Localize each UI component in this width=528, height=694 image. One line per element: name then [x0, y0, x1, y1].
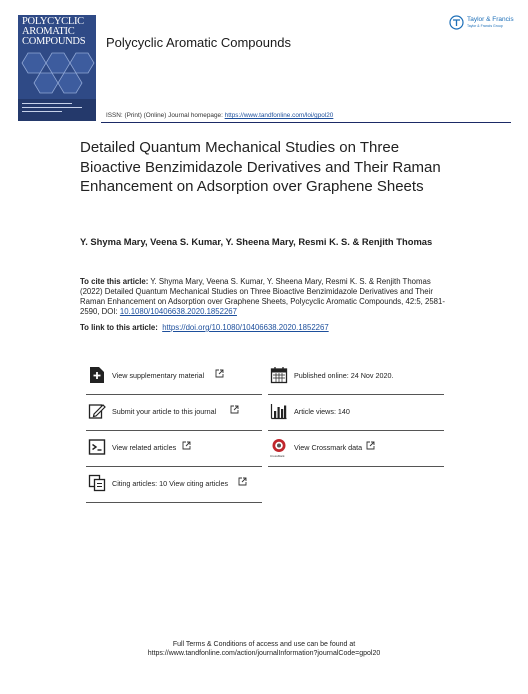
calendar-icon: [270, 366, 288, 384]
cover-text-line: [22, 103, 72, 104]
footer-terms-link[interactable]: https://www.tandfonline.com/action/journalInformation?journalCode=gpol20: [147, 650, 381, 657]
submit-article-link[interactable]: [88, 400, 264, 424]
terms-footer: [0, 640, 528, 658]
external-link-icon: [215, 369, 224, 378]
publisher-name: Taylor & Francis: [467, 16, 514, 23]
divider: [268, 430, 444, 431]
article-doi-url[interactable]: https://doi.org/10.1080/10406638.2020.1852267: [162, 323, 329, 332]
cover-text-line: [22, 107, 82, 108]
journal-name: Polycyclic Aromatic Compounds: [106, 35, 291, 50]
divider: [86, 466, 262, 467]
crossmark-link[interactable]: [270, 436, 446, 460]
external-link-icon: [230, 405, 239, 414]
cite-text: Y. Shyma Mary, Veena S. Kumar, Y. Sheena Mary, Resmi K. S. & Renjith Thomas (2022) Detailed Quantum Mechanical Studies on Three Bioactive Benzimidazole Derivatives and Their Raman Enhancement on Adsorption over Graphene Sheets, Polycyclic Aromatic Compounds, 42:5, 2581-2590, DOI:: [80, 277, 445, 316]
supplementary-material-link[interactable]: [88, 364, 264, 388]
cover-hexagon-graphic: [18, 45, 96, 99]
cover-title-line: AROMATIC: [22, 26, 75, 37]
divider: [268, 466, 444, 467]
cover-footer-band: [18, 99, 96, 121]
citation-block: [80, 277, 452, 317]
link-label: To link to this article:: [80, 323, 158, 332]
publisher-group: Taylor & Francis Group: [467, 24, 503, 28]
doi-link[interactable]: 10.1080/10406638.2020.1852267: [119, 307, 237, 316]
divider: [268, 394, 444, 395]
citing-articles-link[interactable]: [88, 472, 264, 496]
bar-chart-icon: [270, 402, 288, 420]
publisher-logo[interactable]: [449, 15, 514, 33]
cover-title: [22, 17, 94, 47]
supplementary-label: View supplementary material: [112, 371, 205, 380]
divider: [86, 502, 262, 503]
issn-text: ISSN: (Print) (Online) Journal homepage:: [106, 112, 225, 119]
journal-homepage-link[interactable]: https://www.tandfonline.com/loi/gpol20: [224, 112, 334, 119]
related-articles-icon: [88, 438, 106, 456]
article-views: [270, 400, 446, 424]
crossmark-caption: CrossMark: [270, 454, 285, 458]
article-link-line: [80, 323, 452, 333]
related-articles-link[interactable]: [88, 436, 264, 460]
cite-label: To cite this article:: [80, 277, 149, 286]
edit-icon: [88, 402, 106, 420]
external-link-icon: [182, 441, 191, 450]
related-label: View related articles: [112, 443, 177, 452]
external-link-icon: [366, 441, 375, 450]
published-label: Published online: 24 Nov 2020.: [294, 371, 394, 380]
cover-title-line: COMPOUNDS: [22, 36, 86, 47]
published-date: [270, 364, 446, 388]
submit-label: Submit your article to this journal: [112, 407, 217, 416]
document-plus-icon: [88, 366, 106, 384]
crossmark-label: View Crossmark data: [294, 443, 363, 452]
footer-line1: Full Terms & Conditions of access and use can be found at: [172, 641, 356, 648]
external-link-icon: [238, 477, 247, 486]
header-divider: [101, 122, 511, 123]
divider: [86, 394, 262, 395]
article-authors: Y. Shyma Mary, Veena S. Kumar, Y. Sheena Mary, Resmi K. S. & Renjith Thomas: [80, 236, 433, 247]
divider: [86, 430, 262, 431]
issn-line: [106, 112, 333, 119]
article-title: Detailed Quantum Mechanical Studies on Three Bioactive Benzimidazole Derivatives and Their Raman Enhancement on Adsorption over Graphene Sheets: [80, 139, 441, 195]
cover-text-line: [22, 111, 62, 112]
journal-cover-image: [18, 15, 96, 121]
tf-logo-icon: [449, 15, 464, 30]
views-label: Article views: 140: [294, 407, 350, 416]
citing-articles-icon: [88, 474, 106, 492]
citing-label: Citing articles: 10 View citing articles: [112, 479, 229, 488]
cover-title-line: POLYCYCLIC: [22, 16, 84, 27]
